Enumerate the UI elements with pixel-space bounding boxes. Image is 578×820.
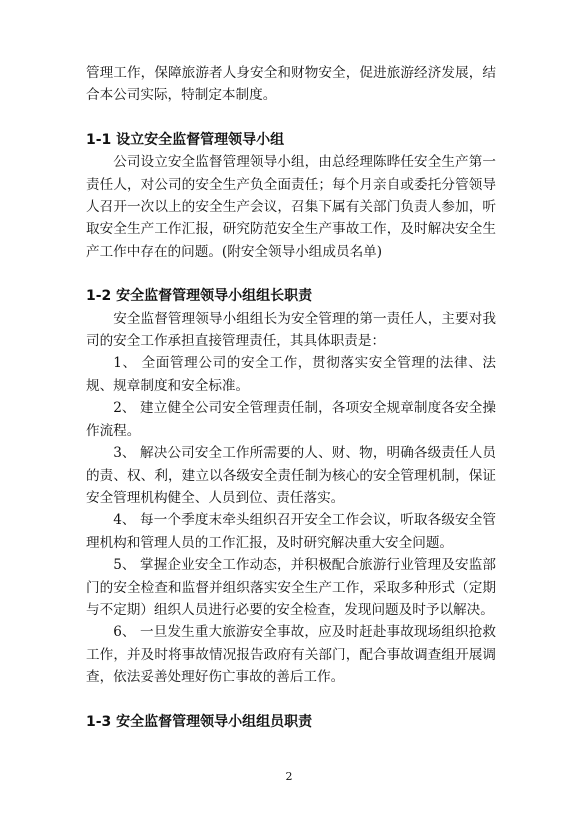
section-heading-1-3: 1-3 安全监督管理领导小组组员职责 [86,713,313,730]
section-1-1-paragraph: 公司设立安全监督管理领导小组，由总经理陈晔任安全生产第一责任人，对公司的安全生产负全面责任；每个月亲自或委托分管领导人召开一次以上的安全生产会议，召集下属有关部门负责人参加，听取安全生产工作汇报，研究防范安全生产事故工作，及时解决安全生产工作中存在的问题。(附安全领导小组成员名单) [86,154,496,260]
page-number: 2 [285,770,293,783]
duty-item-6: 6、 一旦发生重大旅游安全事故，应及时赶赴事故现场组织抢救工作，并及时将事故情况报告政府有关部门，配合事故调查组开展调查，依法妥善处理好伤亡事故的善后工作。 [86,624,496,686]
duty-item-1: 1、 全面管理公司的安全工作，贯彻落实安全管理的法律、法规、规章制度和安全标准。 [86,355,496,394]
section-1-2-paragraph-intro: 安全监督管理领导小组组长为安全管理的第一责任人，主要对我司的安全工作承担直接管理责任，其具体职责是： [86,310,496,350]
section-heading-1-2: 1-2 安全监督管理领导小组组长职责 [86,288,313,305]
duty-item-4: 4、 每一个季度末牵头组织召开安全工作会议，听取各级安全管理机构和管理人员的工作汇报，及时研究解决重大安全问题。 [86,512,496,551]
duty-item-2: 2、 建立健全公司安全管理责任制，各项安全规章制度各安全操作流程。 [86,400,496,439]
document-body [86,62,496,733]
intro-paragraph: 管理工作，保障旅游者人身安全和财物安全，促进旅游经济发展，结合本公司实际，特制定本制度。 [86,65,496,104]
section-heading-1-1: 1-1 设立安全监督管理领导小组 [86,131,285,148]
duty-item-5: 5、 掌握企业安全工作动态，并积极配合旅游行业管理及安监部门的安全检查和监督并组织落实安全生产工作，采取多种形式（定期与不定期）组织人员进行必要的安全检查，发现问题及时予以解决。 [86,557,496,618]
duty-item-3: 3、 解决公司安全工作所需要的人、财、物，明确各级责任人员的责、权、利，建立以各级安全责任制为核心的安全管理机制，保证安全管理机构健全、人员到位、责任落实。 [86,445,496,506]
